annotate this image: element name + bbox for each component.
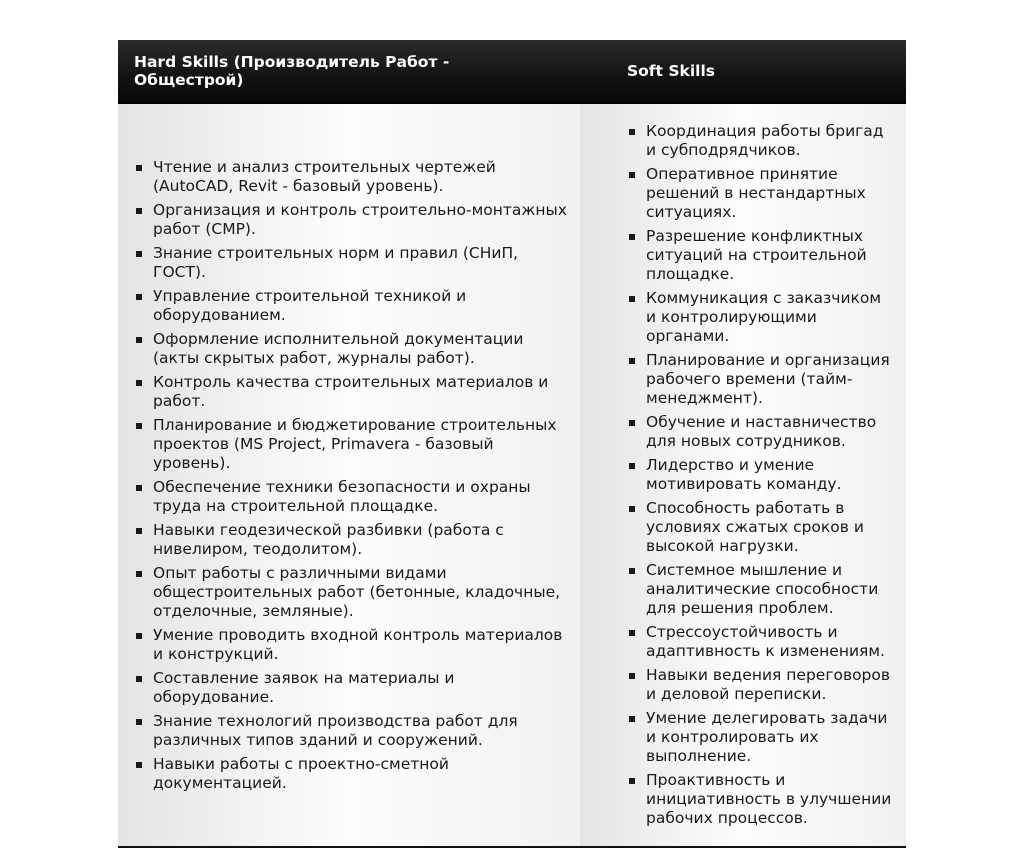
table-header (118, 40, 906, 103)
table-body (118, 103, 906, 847)
skills-table (118, 40, 906, 848)
hard-skill-item: Планирование и бюджетирование строительных проектов (MS Project, Primavera - базовый уровень). (153, 416, 570, 473)
header-row (118, 40, 906, 103)
hard-skill-item: Навыки работы с проектно-сметной документацией. (153, 755, 570, 793)
hard-skill-item: Знание технологий производства работ для различных типов зданий и сооружений. (153, 712, 570, 750)
hard-skill-item: Организация и контроль строительно-монтажных работ (СМР). (153, 201, 570, 239)
soft-skill-item: Разрешение конфликтных ситуаций на строительной площадке. (646, 227, 892, 284)
hard-skill-item: Чтение и анализ строительных чертежей (AutoCAD, Revit - базовый уровень). (153, 158, 570, 196)
hard-skill-item: Знание строительных норм и правил (СНиП, ГОСТ). (153, 244, 570, 282)
soft-skill-item: Лидерство и умение мотивировать команду. (646, 456, 892, 494)
hard-skills-cell (118, 103, 580, 847)
soft-skills-cell (580, 103, 906, 847)
hard-skill-item: Обеспечение техники безопасности и охраны труда на строительной площадке. (153, 478, 570, 516)
hard-skill-item: Навыки геодезической разбивки (работа с нивелиром, теодолитом). (153, 521, 570, 559)
soft-skill-item: Оперативное принятие решений в нестандартных ситуациях. (646, 165, 892, 222)
hard-skills-list (153, 158, 570, 793)
hard-skill-item: Контроль качества строительных материалов и работ. (153, 373, 570, 411)
soft-skill-item: Системное мышление и аналитические способности для решения проблем. (646, 561, 892, 618)
soft-skills-heading: Soft Skills (580, 40, 906, 103)
hard-skill-item: Составление заявок на материалы и оборудование. (153, 669, 570, 707)
soft-skills-list (646, 122, 892, 828)
soft-skill-item: Коммуникация с заказчиком и контролирующими органами. (646, 289, 892, 346)
hard-skill-item: Управление строительной техникой и оборудованием. (153, 287, 570, 325)
hard-skills-heading: Hard Skills (Производитель Работ - Общестрой) (118, 40, 580, 103)
hard-skill-item: Опыт работы с различными видами общестроительных работ (бетонные, кладочные, отделочные, земляные). (153, 564, 570, 621)
soft-skill-item: Планирование и организация рабочего времени (тайм-менеджмент). (646, 351, 892, 408)
soft-skill-item: Обучение и наставничество для новых сотрудников. (646, 413, 892, 451)
skills-row (118, 103, 906, 847)
soft-skill-item: Стрессоустойчивость и адаптивность к изменениям. (646, 623, 892, 661)
hard-skill-item: Умение проводить входной контроль материалов и конструкций. (153, 626, 570, 664)
soft-skill-item: Навыки ведения переговоров и деловой переписки. (646, 666, 891, 703)
soft-skill-item: Способность работать в условиях сжатых сроков и высокой нагрузки. (646, 499, 892, 556)
soft-skill-item: Координация работы бригад и субподрядчиков. (646, 122, 892, 160)
soft-skill-item: Умение делегировать задачи и контролировать их выполнение. (646, 709, 892, 766)
hard-skill-item: Оформление исполнительной документации (акты скрытых работ, журналы работ). (153, 330, 570, 368)
soft-skill-item: Проактивность и инициативность в улучшении рабочих процессов. (646, 771, 892, 827)
